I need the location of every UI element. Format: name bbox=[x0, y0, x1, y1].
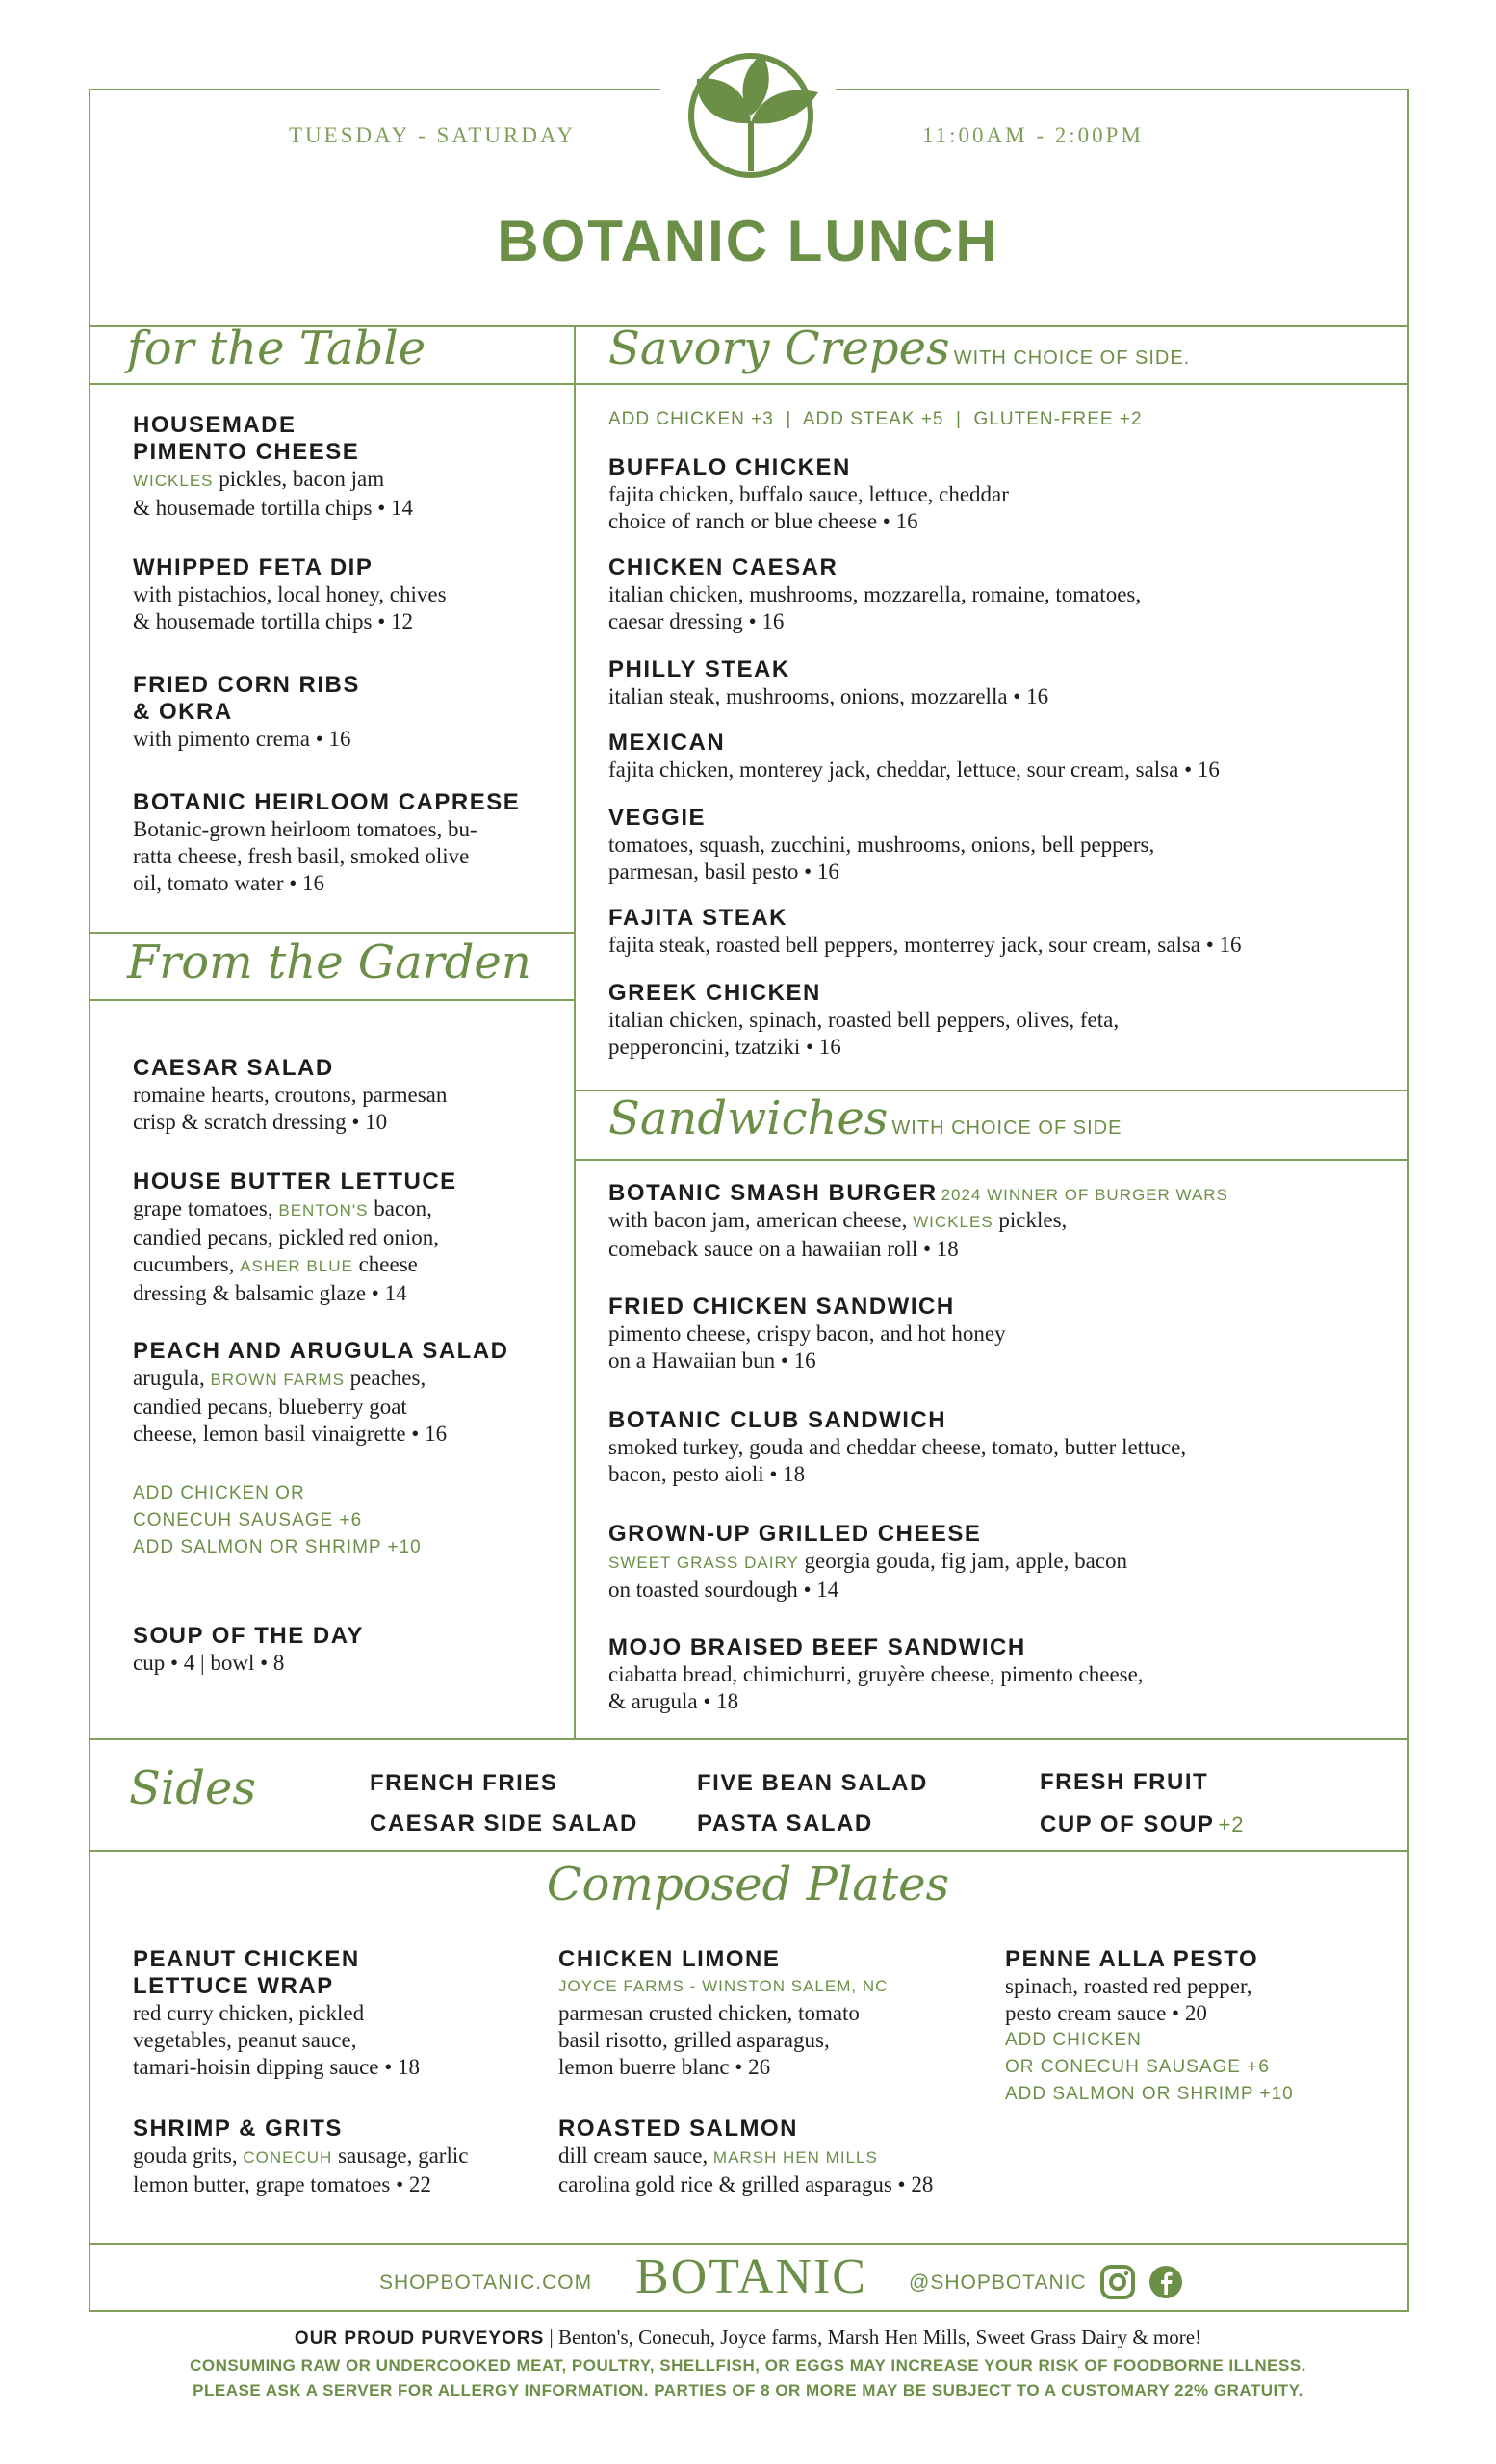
section-heading-crepes: Savory Crepes WITH CHOICE OF SIDE. bbox=[608, 321, 1191, 375]
divider-sides-bottom bbox=[89, 1850, 1409, 1852]
menu-item: BUFFALO CHICKEN fajita chicken, buffalo sauce, lettuce, cheddar choice of ranch or blue cheese • 16 bbox=[608, 454, 1398, 535]
item-name: VEGGIE bbox=[608, 805, 707, 831]
item-desc: & housemade tortilla chips • 12 bbox=[133, 609, 414, 633]
menu-item bbox=[133, 1623, 566, 1677]
item-name: PENNE ALLA PESTO bbox=[1005, 1946, 1259, 1972]
item-name: CHICKEN LIMONE bbox=[558, 1946, 781, 1972]
menu-item: BOTANIC SMASH BURGER 2024 WINNER OF BURGER WARS with bacon jam, american cheese, WICKLES pickles, comeback sauce on a hawaiian roll • 18 bbox=[608, 1180, 1228, 1261]
divider-sandwiches-bottom bbox=[574, 1159, 1409, 1161]
brand-wordmark: BOTANIC bbox=[635, 2249, 867, 2304]
item-name: BOTANIC HEIRLOOM CAPRESE bbox=[133, 789, 521, 815]
item-name: FRIED CORN RIBS bbox=[133, 672, 360, 698]
item-name: CAESAR SALAD bbox=[133, 1055, 334, 1081]
menu-item: VEGGIE tomatoes, squash, zucchini, mushrooms, onions, bell peppers, parmesan, basil pesto • 16 bbox=[608, 805, 1398, 886]
section-heading-sandwiches: Sandwiches WITH CHOICE OF SIDE bbox=[608, 1091, 1122, 1145]
vendor-tag: BROWN FARMS bbox=[210, 1371, 345, 1389]
section-heading-garden: From the Garden bbox=[127, 936, 531, 989]
menu-item: PEACH AND ARUGULA SALAD arugula, BROWN FARMS peaches, candied pecans, blueberry goat cheese, lemon basil vinaigrette • 16 bbox=[133, 1338, 566, 1448]
menu-item: ROASTED SALMON dill cream sauce, MARSH HEN MILLS carolina gold rice & grilled asparagus • 28 bbox=[558, 2116, 1020, 2198]
divider-footer bbox=[89, 2243, 1409, 2245]
menu-item: MOJO BRAISED BEEF SANDWICH ciabatta bread, chimichurri, gruyère cheese, pimento cheese, & arugula • 18 bbox=[608, 1634, 1398, 1715]
item-desc: crisp & scratch dressing • 10 bbox=[133, 1110, 388, 1134]
purveyors-label: OUR PROUD PURVEYORS bbox=[294, 2328, 545, 2348]
foodborne-warning: CONSUMING RAW OR UNDERCOOKED MEAT, POULTRY, SHELLFISH, OR EGGS MAY INCREASE YOUR RISK OF FOODBORNE ILLNESS. bbox=[190, 2356, 1306, 2374]
section-heading-sides: Sides bbox=[129, 1761, 256, 1815]
item-desc: Botanic-grown heirloom tomatoes, bu- bbox=[133, 817, 477, 841]
days-open: TUESDAY - SATURDAY bbox=[289, 123, 577, 147]
item-name: GROWN-UP GRILLED CHEESE bbox=[608, 1521, 982, 1547]
item-name: HOUSE BUTTER LETTUCE bbox=[133, 1168, 457, 1194]
purveyors-line: OUR PROUD PURVEYORS | Benton's, Conecuh, Joyce farms, Marsh Hen Mills, Sweet Grass Dairy & more! bbox=[294, 2325, 1202, 2348]
item-name: PEANUT CHICKEN bbox=[133, 1946, 360, 1972]
item-desc: ratta cheese, fresh basil, smoked olive bbox=[133, 844, 470, 868]
instagram-icon[interactable] bbox=[1099, 2264, 1136, 2300]
menu-item: FRIED CHICKEN SANDWICH pimento cheese, crispy bacon, and hot honey on a Hawaiian bun • 16 bbox=[608, 1294, 1398, 1374]
divider-garden-bottom bbox=[89, 999, 574, 1001]
item-name: FAJITA STEAK bbox=[608, 905, 788, 931]
vendor-tag: WICKLES bbox=[913, 1213, 993, 1231]
menu-item: FAJITA STEAK fajita steak, roasted bell peppers, monterrey jack, sour cream, salsa • 16 bbox=[608, 905, 1398, 959]
menu-item: PENNE ALLA PESTO spinach, roasted red pepper, pesto cream sauce • 20 ADD CHICKEN OR CONECUH SAUSAGE +6 ADD SALMON OR SHRIMP +10 bbox=[1005, 1946, 1390, 2108]
leaf-logo-icon bbox=[674, 46, 828, 181]
divider-sides-top bbox=[89, 1738, 1409, 1740]
item-desc: & housemade tortilla chips • 14 bbox=[133, 496, 414, 520]
award-tag: 2024 WINNER OF BURGER WARS bbox=[941, 1186, 1228, 1204]
divider-section-heads bbox=[89, 383, 1409, 385]
section-heading-table: for the Table bbox=[127, 321, 426, 375]
facebook-icon[interactable] bbox=[1148, 2264, 1184, 2300]
item-desc: cup • 4 | bowl • 8 bbox=[133, 1651, 285, 1675]
vendor-tag: WICKLES bbox=[133, 472, 214, 490]
item-name: PEACH AND ARUGULA SALAD bbox=[133, 1338, 509, 1364]
item-name: SOUP OF THE DAY bbox=[133, 1623, 364, 1649]
item-name: MEXICAN bbox=[608, 730, 726, 756]
item-name: BUFFALO CHICKEN bbox=[608, 454, 851, 480]
sides-column-3: FRESH FRUIT CUP OF SOUP +2 bbox=[1040, 1769, 1245, 1837]
vendor-tag: JOYCE FARMS - WINSTON SALEM, NC bbox=[558, 1977, 889, 1995]
item-name: BOTANIC CLUB SANDWICH bbox=[608, 1407, 947, 1433]
menu-item: GROWN-UP GRILLED CHEESE SWEET GRASS DAIRY georgia gouda, fig jam, apple, bacon on toasted sourdough • 14 bbox=[608, 1521, 1398, 1604]
item-name: WHIPPED FETA DIP bbox=[133, 554, 374, 580]
menu-item: GREEK CHICKEN italian chicken, spinach, roasted bell peppers, olives, feta, pepperoncini, tzatziki • 16 bbox=[608, 980, 1398, 1061]
menu-item: PEANUT CHICKEN LETTUCE WRAP red curry chicken, pickled vegetables, peanut sauce, tamari-hoisin dipping sauce • 18 bbox=[133, 1946, 537, 2081]
social-handle[interactable]: @SHOPBOTANIC bbox=[909, 2272, 1087, 2294]
vendor-tag: MARSH HEN MILLS bbox=[712, 2148, 878, 2167]
menu-item: HOUSE BUTTER LETTUCE grape tomatoes, BENTON'S bacon, candied pecans, pickled red onion, cucumbers, ASHER BLUE cheese dressing & balsamic glaze • 14 bbox=[133, 1168, 566, 1307]
item-name: ROASTED SALMON bbox=[558, 2116, 798, 2142]
vendor-tag: ASHER BLUE bbox=[240, 1257, 353, 1275]
hours-open: 11:00AM - 2:00PM bbox=[922, 123, 1144, 147]
menu-item bbox=[133, 789, 566, 897]
item-name-line2: PIMENTO CHEESE bbox=[133, 439, 360, 465]
sides-column-2: FIVE BEAN SALAD PASTA SALAD bbox=[697, 1770, 928, 1836]
item-name: BOTANIC SMASH BURGER bbox=[608, 1180, 938, 1206]
item-name: GREEK CHICKEN bbox=[608, 980, 821, 1006]
allergy-gratuity-note: PLEASE ASK A SERVER FOR ALLERGY INFORMATION. PARTIES OF 8 OR MORE MAY BE SUBJECT TO A CUSTOMARY 22% GRATUITY. bbox=[193, 2381, 1303, 2400]
menu-item: CHICKEN CAESAR italian chicken, mushrooms, mozzarella, romaine, tomatoes, caesar dressing • 16 bbox=[608, 554, 1398, 635]
sides-column-1: FRENCH FRIES CAESAR SIDE SALAD bbox=[370, 1770, 638, 1836]
item-name: PHILLY STEAK bbox=[608, 656, 790, 682]
item-name: CHICKEN CAESAR bbox=[608, 554, 838, 580]
menu-item: CHICKEN LIMONE JOYCE FARMS - WINSTON SALEM, NC parmesan crusted chicken, tomato basil risotto, grilled asparagus, lemon buerre blanc • 26 bbox=[558, 1946, 992, 2081]
page-title: BOTANIC LUNCH bbox=[497, 209, 999, 273]
item-desc: WICKLES pickles, bacon jam bbox=[133, 467, 385, 491]
item-desc: with pistachios, local honey, chives bbox=[133, 582, 447, 606]
item-name: HOUSEMADE bbox=[133, 412, 297, 438]
menu-item bbox=[133, 1055, 566, 1136]
item-desc: romaine hearts, croutons, parmesan bbox=[133, 1083, 448, 1107]
item-name-line2: & OKRA bbox=[133, 699, 233, 725]
purveyors-list: Benton's, Conecuh, Joyce farms, Marsh Hen Mills, Sweet Grass Dairy & more! bbox=[558, 2325, 1202, 2348]
section-heading-plates: Composed Plates bbox=[546, 1858, 950, 1912]
divider-column bbox=[574, 325, 576, 1740]
vendor-tag: BENTON'S bbox=[278, 1201, 369, 1219]
menu-item: MEXICAN fajita chicken, monterey jack, cheddar, lettuce, sour cream, salsa • 16 bbox=[608, 730, 1398, 783]
divider-garden-top bbox=[89, 932, 574, 934]
menu-item bbox=[133, 672, 566, 753]
vendor-tag: SWEET GRASS DAIRY bbox=[608, 1553, 799, 1572]
crepe-addons: ADD CHICKEN +3 | ADD STEAK +5 | GLUTEN-FREE +2 bbox=[608, 409, 1143, 429]
salad-addons: ADD CHICKEN OR CONECUH SAUSAGE +6 ADD SALMON OR SHRIMP +10 bbox=[133, 1483, 422, 1557]
menu-item bbox=[133, 554, 566, 635]
website-link[interactable]: SHOPBOTANIC.COM bbox=[379, 2272, 593, 2294]
item-name: MOJO BRAISED BEEF SANDWICH bbox=[608, 1634, 1026, 1660]
item-name-line2: LETTUCE WRAP bbox=[133, 1973, 334, 1999]
item-desc: with pimento crema • 16 bbox=[133, 727, 351, 751]
menu-item bbox=[133, 412, 566, 522]
item-name: SHRIMP & GRITS bbox=[133, 2116, 343, 2142]
menu-item: BOTANIC CLUB SANDWICH smoked turkey, gouda and cheddar cheese, tomato, butter lettuce, bacon, pesto aioli • 18 bbox=[608, 1407, 1398, 1488]
item-name: FRIED CHICKEN SANDWICH bbox=[608, 1294, 955, 1320]
vendor-tag: CONECUH bbox=[243, 2148, 333, 2167]
menu-item: SHRIMP & GRITS gouda grits, CONECUH sausage, garlic lemon butter, grape tomatoes • 22 bbox=[133, 2116, 556, 2198]
item-desc: oil, tomato water • 16 bbox=[133, 871, 325, 895]
menu-item: PHILLY STEAK italian steak, mushrooms, onions, mozzarella • 16 bbox=[608, 656, 1398, 710]
